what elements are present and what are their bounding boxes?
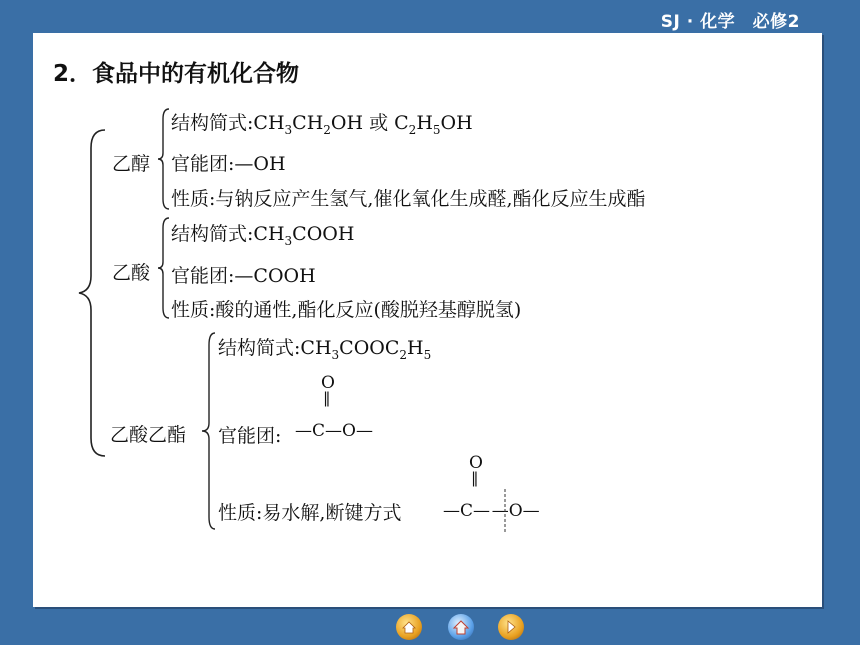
ethyl-acetate-group-label: 官能团: bbox=[218, 425, 282, 447]
course-label: SJ · 化学 必修2 bbox=[660, 12, 800, 32]
outer-brace bbox=[77, 128, 107, 458]
acetic-acid-group: 官能团:—COOH bbox=[171, 265, 316, 287]
home-icon bbox=[396, 614, 422, 640]
acetic-acid-structure: 结构简式$:CH_3COOH$ bbox=[171, 223, 355, 248]
ethanol-property: 性质:与钠反应产生氢气,催化氧化生成醛,酯化反应生成酯 bbox=[171, 188, 646, 210]
acetic-acid-label: 乙酸 bbox=[112, 262, 151, 284]
ester-group-formula: O ‖ —C—O— bbox=[295, 373, 373, 441]
slide-title: 2．食品中的有机化合物 bbox=[53, 61, 300, 87]
acetic-acid-brace bbox=[157, 216, 171, 320]
home-button[interactable] bbox=[396, 614, 422, 640]
forward-button[interactable] bbox=[498, 614, 524, 640]
back-icon bbox=[448, 614, 474, 640]
ethyl-acetate-brace bbox=[201, 331, 217, 531]
ethanol-group: 官能团:—OH bbox=[171, 153, 286, 175]
back-button[interactable] bbox=[448, 614, 474, 640]
forward-icon bbox=[498, 614, 524, 640]
ethanol-structure: 结构简式$:CH_3CH_2OH$ 或 $C_2H_5OH$ bbox=[171, 112, 473, 137]
ethyl-acetate-label: 乙酸乙酯 bbox=[110, 424, 187, 446]
slide-card bbox=[33, 33, 822, 607]
ethanol-label: 乙醇 bbox=[112, 153, 151, 175]
ethyl-acetate-property: 性质:易水解,断键方式 bbox=[218, 502, 402, 524]
cleavage-line bbox=[503, 489, 507, 533]
ethanol-brace bbox=[157, 107, 171, 211]
acetic-acid-property: 性质:酸的通性,酯化反应(酸脱羟基醇脱氢) bbox=[171, 299, 522, 321]
ethyl-acetate-structure: 结构简式$:CH_3COOC_2H_5$ bbox=[218, 337, 432, 362]
bond-cleavage-formula: O ‖ —C— —O— bbox=[443, 453, 573, 533]
